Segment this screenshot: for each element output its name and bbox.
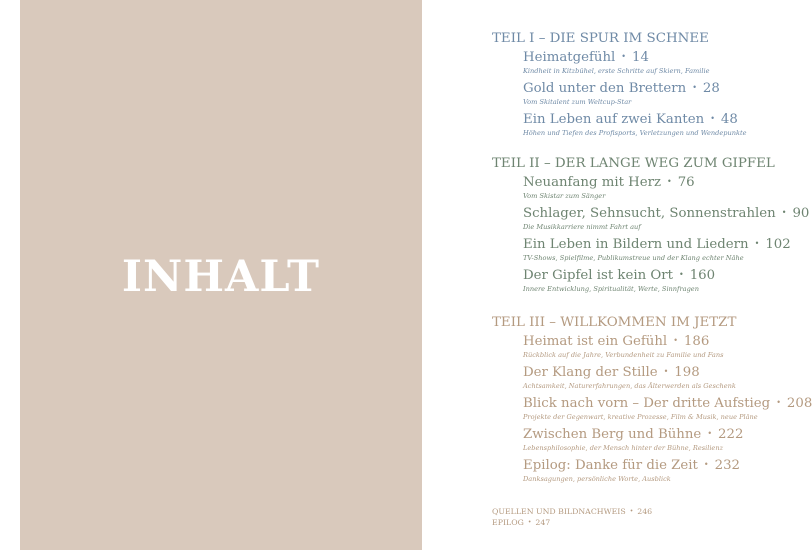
bullet-icon: • <box>703 460 709 469</box>
toc-part-1 <box>492 31 792 138</box>
toc-entry <box>523 204 810 232</box>
bullet-icon: • <box>666 177 672 186</box>
toc-entry <box>523 394 812 422</box>
appendix-label: EPILOG <box>492 518 524 527</box>
bullet-icon: • <box>754 239 760 248</box>
part-heading: TEIL I – DIE SPUR IM SCHNEE <box>492 31 709 46</box>
entry-page: 160 <box>689 268 716 283</box>
toc-entry <box>523 110 792 138</box>
entry-title: Schlager, Sehnsucht, Sonnenstrahlen <box>523 206 776 221</box>
entry-page: 208 <box>786 396 812 411</box>
entry-subtitle: Kindheit in Kitzbühel, erste Schritte auf Skiern, Familie <box>523 67 710 75</box>
bullet-icon: • <box>781 208 787 217</box>
toc-part-3 <box>492 315 812 484</box>
entry-subtitle: Rückblick auf die Jahre, Verbundenheit zu Familie und Fans <box>523 351 724 359</box>
toc-entry <box>523 425 792 453</box>
entry-title: Zwischen Berg und Bühne <box>523 427 702 442</box>
bullet-icon: • <box>673 336 678 345</box>
entry-subtitle: Vom Skitalent zum Weltcup-Star <box>523 98 632 106</box>
title-panel <box>20 0 422 550</box>
entry-title: Blick nach vorn – Der dritte Aufstieg <box>523 396 771 411</box>
entry-title: Ein Leben auf zwei Kanten <box>523 112 705 127</box>
appendix-item <box>492 506 792 517</box>
appendix-page: 247 <box>535 518 551 527</box>
bullet-icon: • <box>629 508 634 515</box>
part-heading: TEIL II – DER LANGE WEG ZUM GIPFEL <box>492 156 775 171</box>
appendix-item <box>492 517 792 528</box>
bullet-icon: • <box>663 367 669 376</box>
entry-page: 232 <box>714 458 740 473</box>
bullet-icon: • <box>710 114 715 123</box>
toc-entry <box>523 332 792 360</box>
entry-page: 28 <box>702 81 720 96</box>
entry-title: Neuanfang mit Herz <box>523 175 661 190</box>
entry-title: Ein Leben in Bildern und Liedern <box>523 237 749 252</box>
entry-page: 90 <box>792 206 810 221</box>
toc-entry <box>523 48 792 76</box>
entry-title: Epilog: Danke für die Zeit <box>523 458 698 473</box>
entry-page: 222 <box>718 427 744 442</box>
entry-title: Der Gipfel ist kein Ort <box>523 268 673 283</box>
entry-subtitle: Höhen und Tiefen des Profisports, Verletzungen und Wendepunkte <box>523 129 747 137</box>
toc-entry <box>523 235 792 263</box>
bullet-icon: • <box>707 429 713 438</box>
entry-title: Der Klang der Stille <box>523 365 658 380</box>
bullet-icon: • <box>679 270 684 279</box>
entry-subtitle: Innere Entwicklung, Spiritualität, Werte, Sinnfragen <box>523 285 699 293</box>
bullet-icon: • <box>621 52 626 61</box>
entry-subtitle: Vom Skistar zum Sänger <box>523 192 606 200</box>
toc-entry <box>523 456 792 484</box>
toc-entry <box>523 266 792 294</box>
entry-title: Heimat ist ein Gefühl <box>523 334 668 349</box>
entry-page: 198 <box>674 365 700 380</box>
entry-page: 102 <box>765 237 791 252</box>
entry-title: Gold unter den Brettern <box>523 81 687 96</box>
entry-page: 48 <box>720 112 738 127</box>
bullet-icon: • <box>527 519 532 526</box>
entry-subtitle: Die Musikkarriere nimmt Fahrt auf <box>523 223 641 231</box>
entry-subtitle: Achtsamkeit, Naturerfahrungen, das Älterwerden als Geschenk <box>523 382 736 390</box>
entry-subtitle: Danksagungen, persönliche Worte, Ausblick <box>523 475 671 483</box>
appendix-label: QUELLEN UND BILDNACHWEIS <box>492 507 626 516</box>
appendix-page: 246 <box>637 507 653 516</box>
toc-entry <box>523 363 792 391</box>
toc-entry <box>523 79 792 107</box>
table-of-contents <box>492 31 812 528</box>
entry-subtitle: Lebensphilosophie, der Mensch hinter der Bühne, Resilienz <box>523 444 724 452</box>
page-title: INHALT <box>121 252 321 302</box>
entry-subtitle: TV-Shows, Spielfilme, Publikumstreue und der Klang echter Nähe <box>523 254 744 262</box>
bullet-icon: • <box>692 83 697 92</box>
toc-appendix <box>492 506 792 528</box>
entry-subtitle: Projekte der Gegenwart, kreative Prozesse, Film & Musik, neue Pläne <box>523 413 758 421</box>
toc-part-2 <box>492 156 810 294</box>
toc-entry <box>523 173 792 201</box>
part-heading: TEIL III – WILLKOMMEN IM JETZT <box>492 315 737 330</box>
entry-title: Heimatgefühl <box>523 50 616 65</box>
entry-page: 14 <box>632 50 649 65</box>
bullet-icon: • <box>776 398 781 407</box>
entry-page: 186 <box>683 334 710 349</box>
entry-page: 76 <box>677 175 695 190</box>
